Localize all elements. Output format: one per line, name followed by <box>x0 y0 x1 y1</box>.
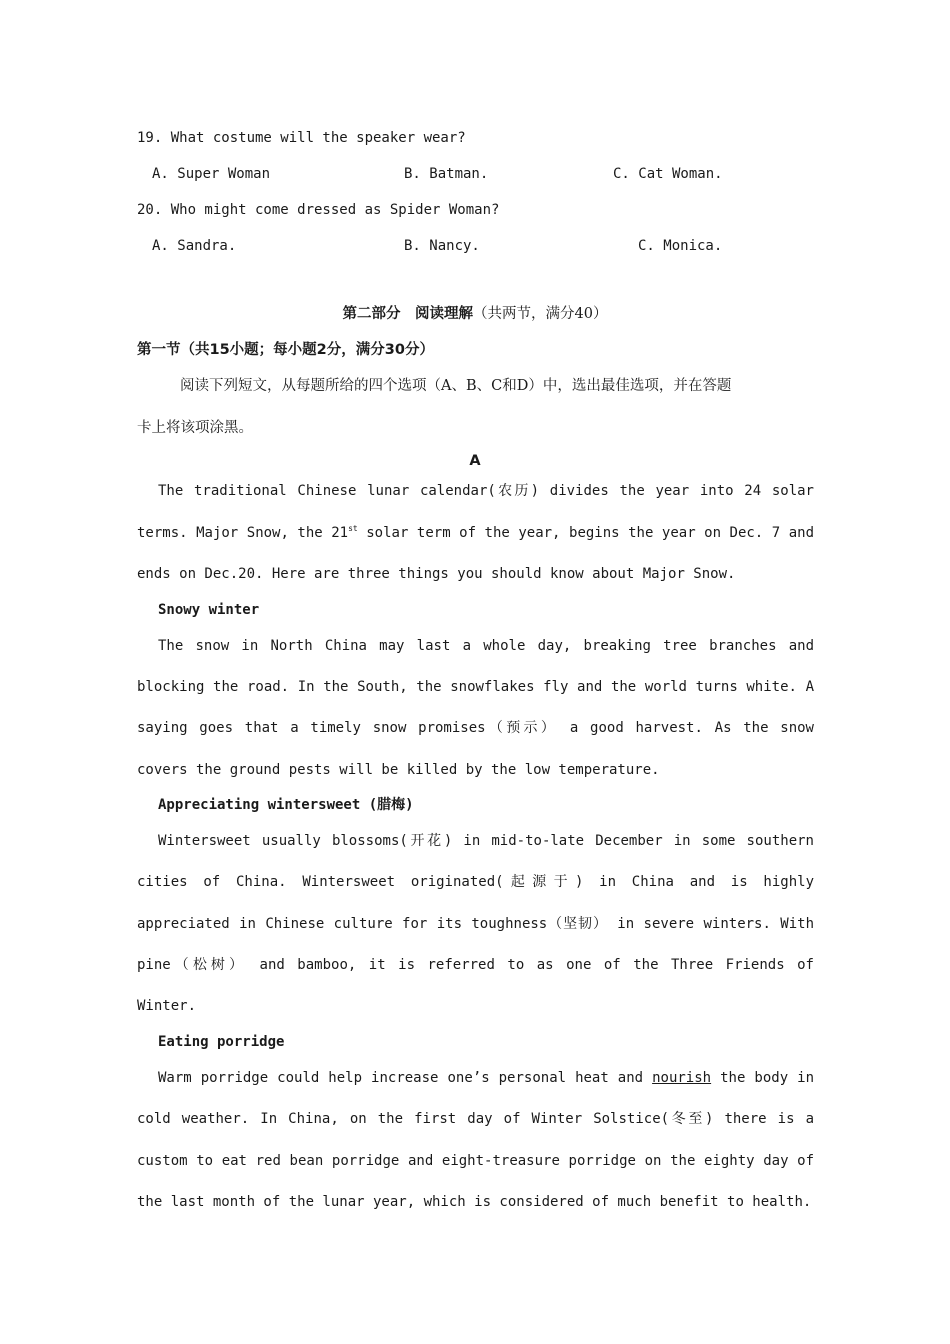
instruction-line-1: 阅读下列短文，从每题所给的四个选项（A、B、C和D）中，选出最佳选项，并在答题 <box>180 378 732 394</box>
porridge-line-1-a: Warm porridge could help increase one’s personal heat and <box>158 1070 653 1086</box>
wintersweet-line-4: pine（松树） and bamboo, it is referred to as one of the Three Friends of <box>137 957 814 973</box>
instruction-line-2: 卡上将该项涂黑。 <box>137 420 253 436</box>
wintersweet-line-2: cities of China. Wintersweet originated(起源于) in China and is highly <box>137 874 814 890</box>
porridge-line-1 <box>158 1068 814 1088</box>
intro-line-3: ends on Dec.20. Here are three things you should know about Major Snow. <box>137 566 736 582</box>
snowy-line-1: The snow in North China may last a whole day, breaking tree branches and <box>158 638 814 654</box>
wintersweet-line-5: Winter. <box>137 998 197 1014</box>
intro-line-2 <box>137 523 814 543</box>
intro-line-1: The traditional Chinese lunar calendar(农历) divides the year into 24 solar <box>158 483 814 499</box>
intro-line-2-b: solar term of the year, begins the year on Dec. 7 and <box>357 525 814 541</box>
intro-line-2-a: terms. Major Snow, the 21 <box>137 525 349 541</box>
question-20-stem: 20. Who might come dressed as Spider Woman? <box>137 202 500 218</box>
passage-letter: A <box>469 453 481 469</box>
question-19-option-c: C. Cat Woman. <box>613 166 723 182</box>
subsection-title-wintersweet: Appreciating wintersweet (腊梅) <box>158 797 414 813</box>
porridge-line-3: custom to eat red bean porridge and eight-treasure porridge on the eighty day of <box>137 1153 814 1169</box>
porridge-line-2: cold weather. In China, on the first day of Winter Solstice(冬至) there is a <box>137 1111 814 1127</box>
question-19-stem: 19. What costume will the speaker wear? <box>137 130 466 146</box>
question-19-option-a: A. Super Woman <box>152 166 271 182</box>
ordinal-suffix: st <box>348 524 358 533</box>
snowy-line-3: saying goes that a timely snow promises（预示） a good harvest. As the snow <box>137 720 814 736</box>
section1-heading: 第一节（共15小题；每小题2分，满分30分） <box>137 342 434 358</box>
snowy-line-2: blocking the road. In the South, the snowflakes fly and the world turns white. A <box>137 679 814 695</box>
question-20-option-c: C. Monica. <box>638 238 723 254</box>
question-19-option-b: B. Batman. <box>404 166 489 182</box>
porridge-line-1-b: the body in <box>711 1070 814 1086</box>
wintersweet-line-1: Wintersweet usually blossoms(开花) in mid-to-late December in some southern <box>158 833 814 849</box>
subsection-title-snowy-winter: Snowy winter <box>158 602 260 618</box>
question-20-option-b: B. Nancy. <box>404 238 480 254</box>
snowy-line-4: covers the ground pests will be killed by the low temperature. <box>137 762 660 778</box>
wintersweet-line-3: appreciated in Chinese culture for its toughness（坚韧） in severe winters. With <box>137 916 814 932</box>
subsection-title-porridge: Eating porridge <box>158 1034 285 1050</box>
underlined-word-nourish: nourish <box>652 1070 712 1086</box>
part2-heading-bold: 第二部分 阅读理解 <box>342 306 474 322</box>
porridge-line-4: the last month of the lunar year, which is considered of much benefit to health. <box>137 1194 812 1210</box>
part2-heading-rest: （共两节，满分40） <box>473 306 608 322</box>
question-20-option-a: A. Sandra. <box>152 238 237 254</box>
part2-heading <box>0 304 950 324</box>
